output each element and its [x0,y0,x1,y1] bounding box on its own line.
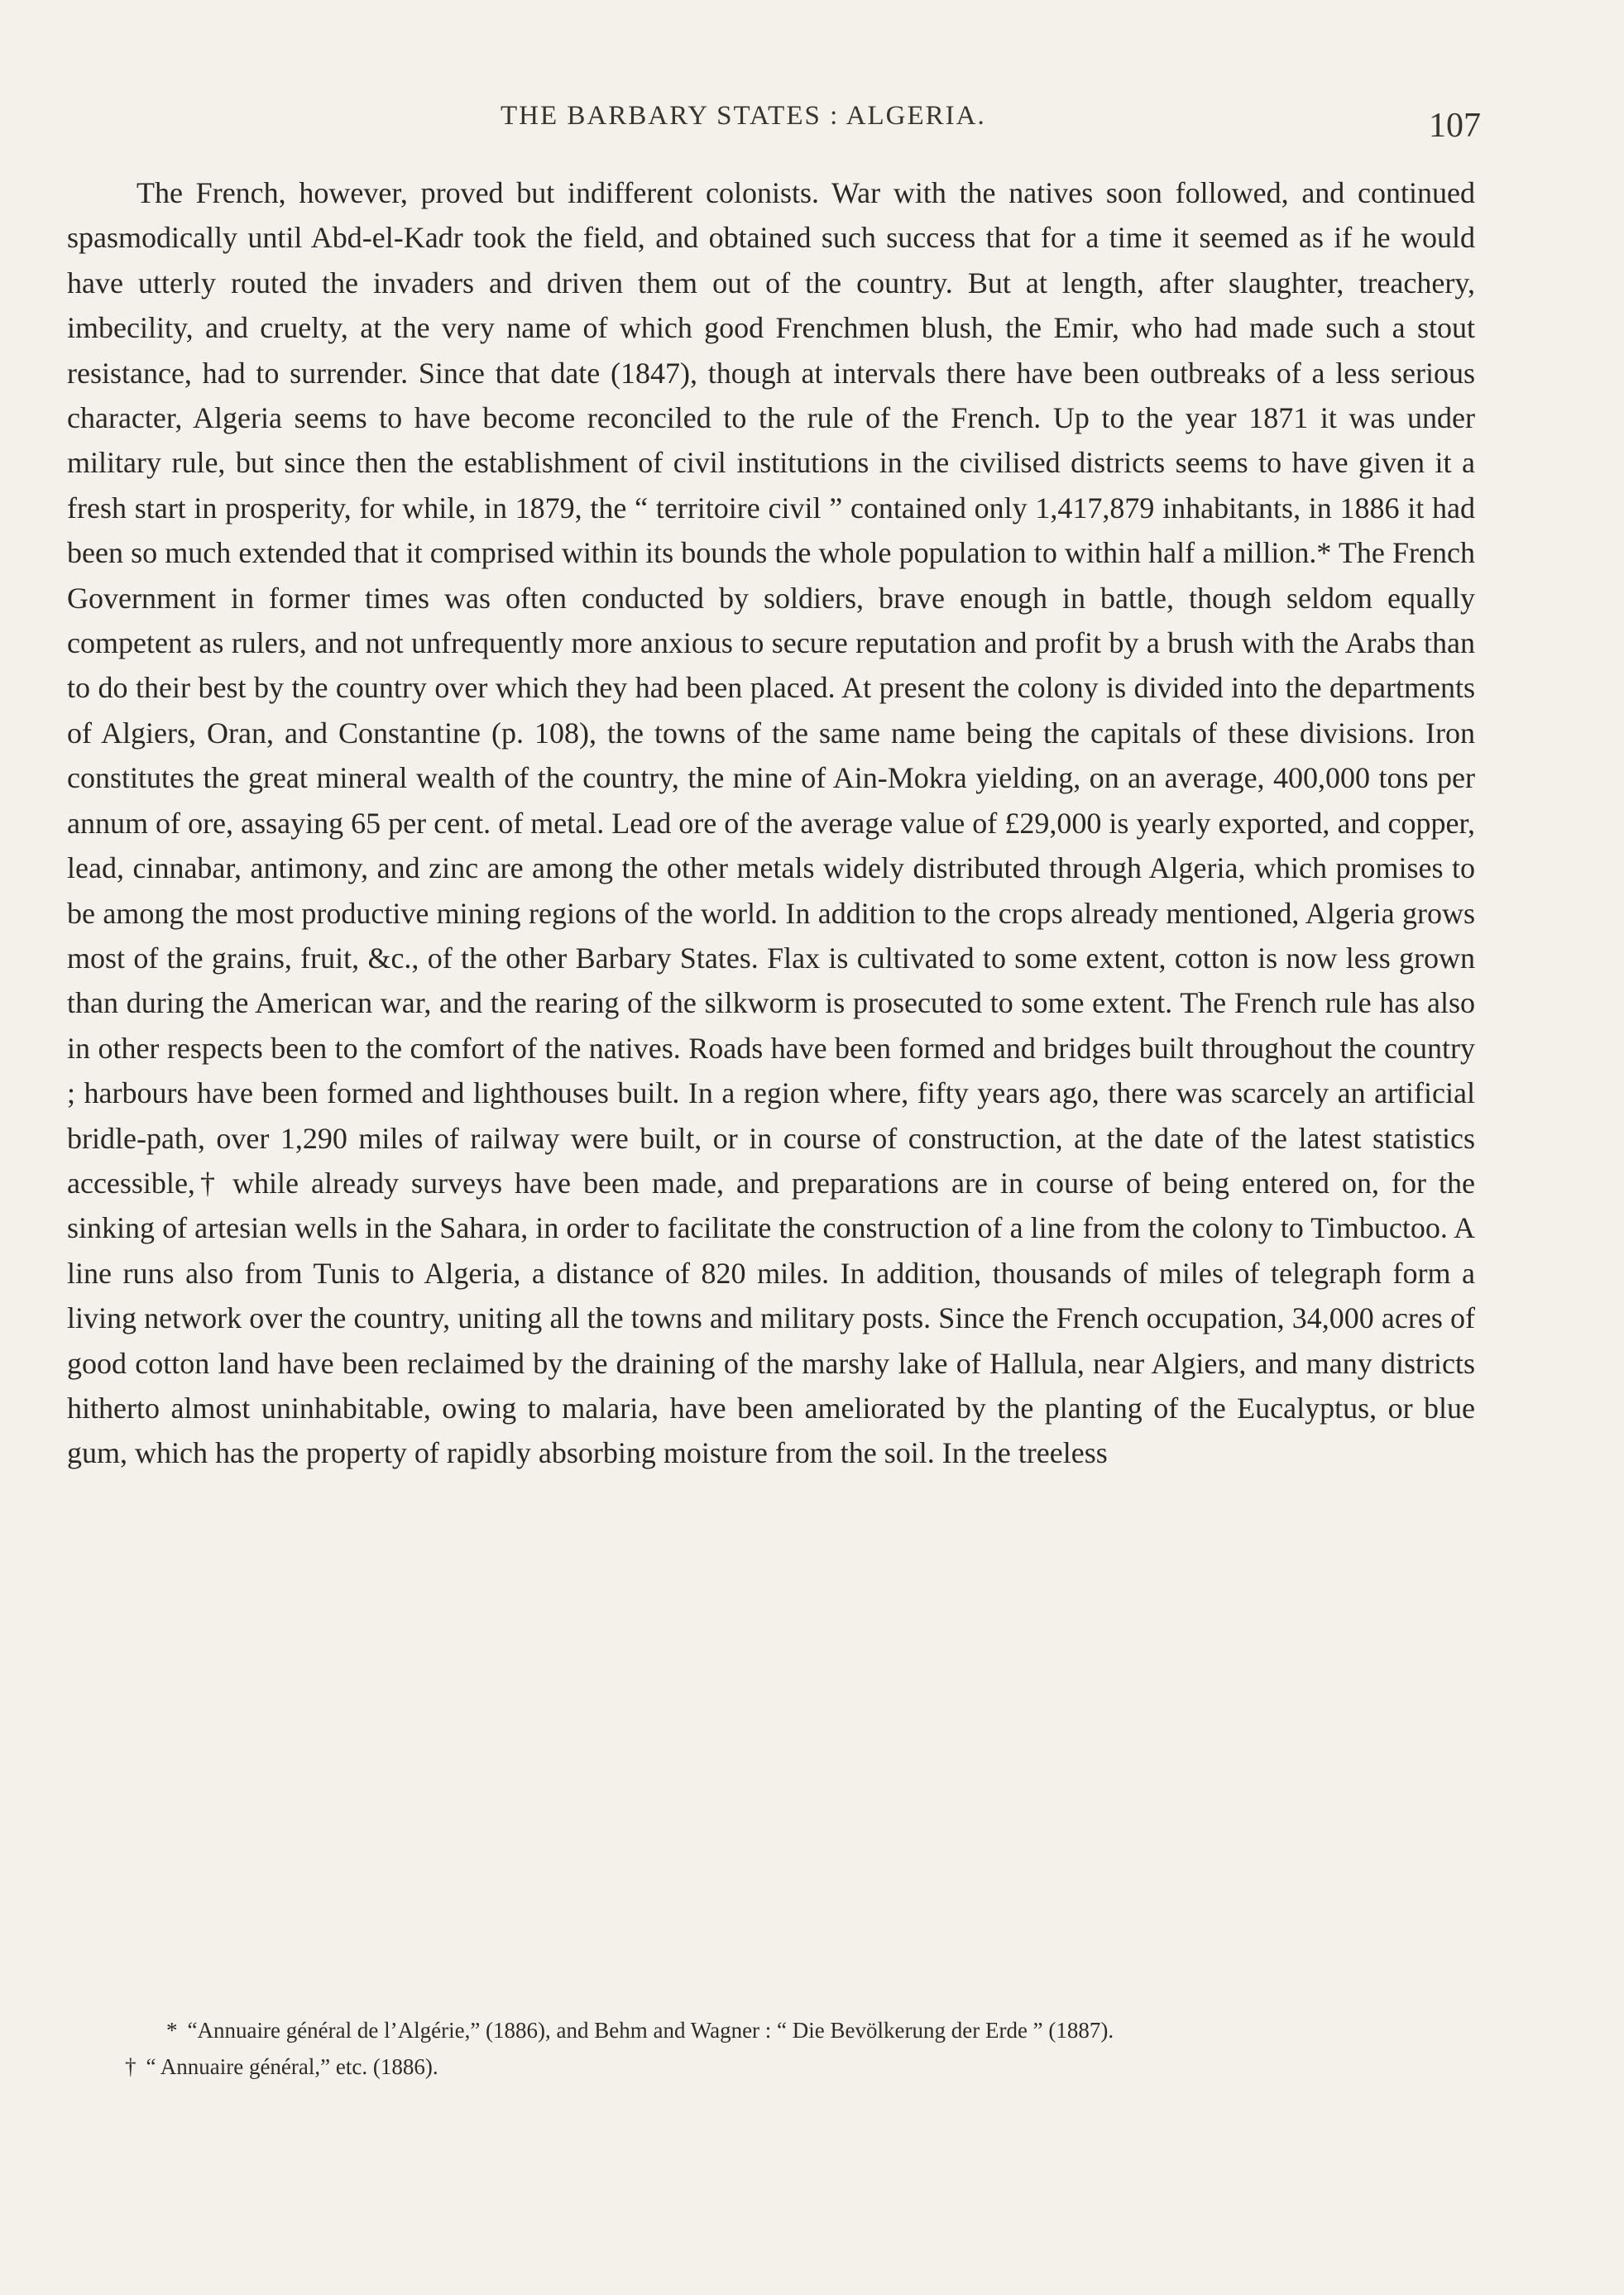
footnotes [67,2012,1475,2085]
footnote-marker: * [166,2018,178,2043]
footnote-marker: † [125,2054,137,2079]
footnote [67,2048,1475,2085]
footnote-text: “ Annuaire général,” etc. (1886). [146,2054,438,2079]
running-title: THE BARBARY STATES : ALGERIA. [501,101,986,131]
page-number: 107 [1429,107,1481,145]
footnote [67,2012,1475,2048]
body-paragraph: The French, however, proved but indifferent colonists. War with the natives soon followed, and continued spasmodically until Abd-el-Kadr took the field, and obtained such success that for a time it seemed as if he would have utterly routed the invaders and driven them out of the country. But at length, after slaughter, treachery, imbecility, and cruelty, at the very name of which good Frenchmen blush, the Emir, who had made such a stout resistance, had to surrender. Since that date (1847), though at intervals there have been outbreaks of a less serious character, Algeria seems to have become reconciled to the rule of the French. Up to the year 1871 it was under military rule, but since then the establishment of civil institutions in the civilised districts seems to have given it a fresh start in prosperity, for while, in 1879, the “ territoire civil ” contained only 1,417,879 inhabitants, in 1886 it had been so much extended that it comprised within its bounds the whole population to within half a million.* The French Government in former times was often conducted by soldiers, brave enough in battle, though seldom equally competent as rulers, and not unfrequently more anxious to secure reputation and profit by a brush with the Arabs than to do their best by the country over which they had been placed. At present the colony is divided into the departments of Algiers, Oran, and Constantine (p. 108), the towns of the same name being the capitals of these divisions. Iron constitutes the great mineral wealth of the country, the mine of Ain-Mokra yielding, on an average, 400,000 tons per annum of ore, assaying 65 per cent. of metal. Lead ore of the average value of £29,000 is yearly exported, and copper, lead, cinnabar, antimony, and zinc are among the other metals widely distributed through Algeria, which promises to be among the most productive mining regions of the world. In addition to the crops already mentioned, Algeria grows most of the grains, fruit, &c., of the other Barbary States. Flax is cultivated to some extent, cotton is now less grown than during the American war, and the rearing of the silkworm is prosecuted to some extent. The French rule has also in other respects been to the comfort of the natives. Roads have been formed and bridges built throughout the country ; harbours have been formed and lighthouses built. In a region where, fifty years ago, there was scarcely an artificial bridle-path, over 1,290 miles of railway were built, or in course of construction, at the date of the latest statistics accessible,† while already surveys have been made, and preparations are in course of being entered on, for the sinking of artesian wells in the Sahara, in order to facilitate the construction of a line from the colony to Timbuctoo. A line runs also from Tunis to Algeria, a distance of 820 miles. In addition, thousands of miles of telegraph form a living network over the country, uniting all the towns and military posts. Since the French occupation, 34,000 acres of good cotton land have been reclaimed by the draining of the marshy lake of Hallula, near Algiers, and many districts hitherto almost uninhabitable, owing to malaria, have been ameliorated by the planting of the Eucalyptus, or blue gum, which has the property of rapidly absorbing moisture from the soil. In the treeless [67,176,1475,1470]
footnote-text: “Annuaire général de l’Algérie,” (1886), and Behm and Wagner : “ Die Bevölkerung der Erde ” (1887). [187,2018,1114,2043]
